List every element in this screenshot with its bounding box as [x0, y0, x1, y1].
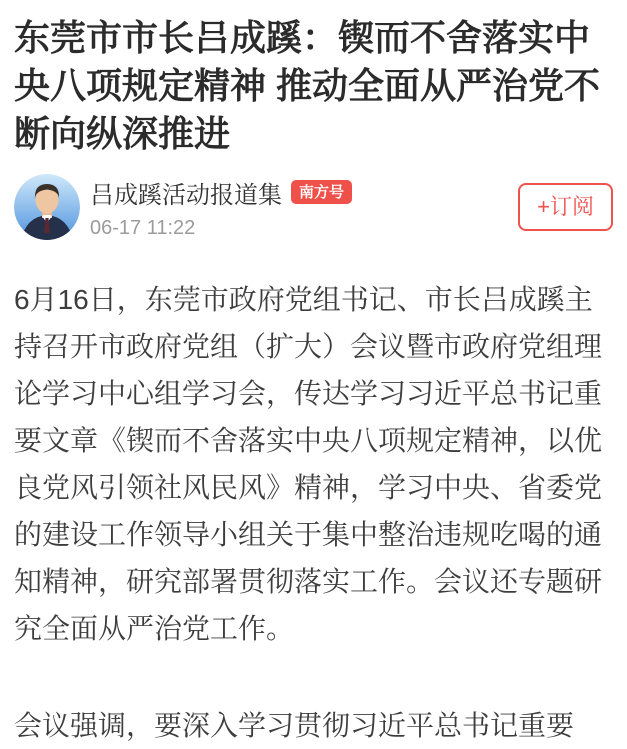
paragraph-2: 会议强调，要深入学习贯彻习近平总书记重要	[14, 710, 575, 741]
subscribe-button[interactable]: +订阅	[518, 183, 613, 231]
avatar-portrait-image	[14, 174, 80, 240]
author-name[interactable]: 吕成蹊活动报道集	[90, 181, 282, 209]
author-row	[14, 174, 613, 240]
article-body	[14, 276, 613, 749]
source-badge[interactable]: 南方号	[291, 180, 352, 204]
article-title: 东莞市市长吕成蹊：锲而不舍落实中央八项规定精神 推动全面从严治党不断向纵深推进	[14, 17, 601, 154]
author-name-line	[90, 175, 508, 210]
author-meta	[90, 175, 508, 240]
avatar[interactable]	[14, 174, 80, 240]
paragraph-1: 6月16日，东莞市政府党组书记、市长吕成蹊主持召开市政府党组（扩大）会议暨市政府党组理论学习中心组学习会，传达学习习近平总书记重要文章《锲而不舍落实中央八项规定精神，以优良党风引领社风民风》精神，学习中央、省委党的建设工作领导小组关于集中整治违规吃喝的通知精神，研究部署贯彻落实工作。会议还专题研究全面从严治党工作。	[14, 284, 603, 644]
publish-time: 06-17 11:22	[90, 216, 196, 239]
